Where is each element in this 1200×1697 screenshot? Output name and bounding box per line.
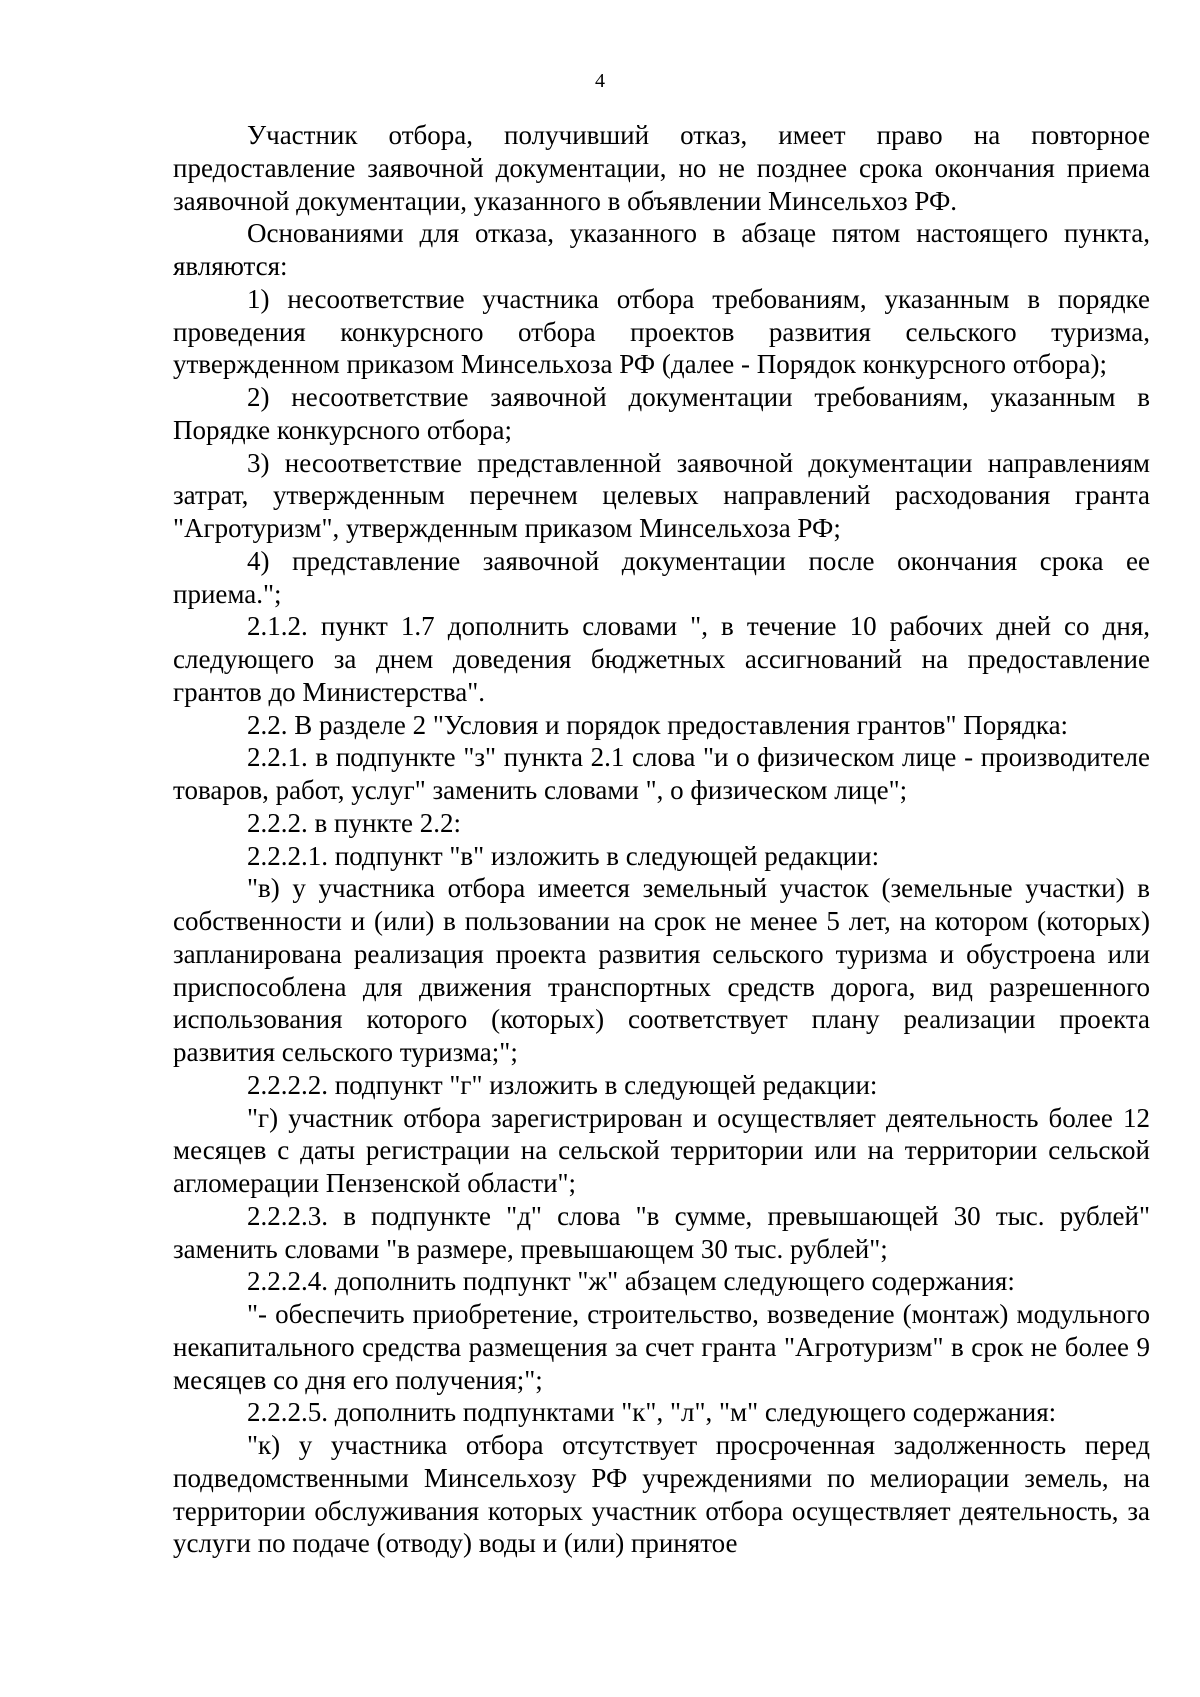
paragraph-2-2: 2.2. В разделе 2 "Условия и порядок предоставления грантов" Порядка: (247, 709, 1069, 740)
paragraph-ground-3: 3) несоответствие представленной заявочной документации направлениям затрат, утвержденным перечнем целевых направлений расходования гранта "Агротуризм", утвержденным приказом Минсельхоза РФ; (173, 447, 1150, 543)
paragraph-refusal-grounds: Основаниями для отказа, указанного в абзаце пятом настоящего пункта, являются: (173, 218, 1150, 281)
paragraph-2-2-2-5: 2.2.2.5. дополнить подпунктами "к", "л", "м" следующего содержания: (247, 1397, 1057, 1428)
paragraph-ground-4: 4) представление заявочной документации после окончания срока ее приема."; (173, 545, 1150, 609)
paragraph-2-2-2-1: 2.2.2.1. подпункт "в" изложить в следующей редакции: (247, 840, 880, 871)
paragraph-2-2-2-4: 2.2.2.4. дополнить подпункт "ж" абзацем следующего содержания: (247, 1266, 1015, 1297)
paragraph-2-2-2: 2.2.2. в пункте 2.2: (247, 807, 461, 838)
paragraph-refusal-right: Участник отбора, получивший отказ, имеет право на повторное предоставление заявочной документации, но не позднее срока окончания приема заявочной документации, указанного в объявлении Минсельхоз РФ. (173, 120, 1150, 216)
paragraph-ground-1: 1) несоответствие участника отбора требованиям, указанным в порядке проведения конкурсного отбора проектов развития сельского туризма, утвержденном приказом Минсельхоза РФ (далее - Порядок конкурсного отбора); (173, 283, 1150, 380)
paragraph-subitem-g: "г) участник отбора зарегистрирован и осуществляет деятельность более 12 месяцев с даты регистрации на сельской территории или на территории сельской агломерации Пензенской области"; (173, 1102, 1150, 1198)
paragraph-ground-2: 2) несоответствие заявочной документации требованиям, указанным в Порядке конкурсного отбора; (173, 382, 1150, 445)
paragraph-subitem-k: "к) у участника отбора отсутствует просроченная задолженность перед подведомственными Минсельхозу РФ учреждениями по мелиорации земель, на территории обслуживания которых участник отбора осуществляет деятельность, за услуги по подаче (отводу) воды и (или) принятое (173, 1430, 1150, 1559)
paragraph-2-2-2-2: 2.2.2.2. подпункт "г" изложить в следующей редакции: (247, 1069, 878, 1100)
paragraph-subitem-v: "в) у участника отбора имеется земельный участок (земельные участки) в собственности и (или) в пользовании на срок не менее 5 лет, на котором (которых) запланирована реализация проекта развития сельского туризма и обустроена или приспособлена для движения транспортных средств дорога, вид разрешенного использования которого (которых) соответствует плану реализации проекта развития сельского туризма;"; (173, 873, 1150, 1067)
paragraph-2-2-2-3: 2.2.2.3. в подпункте "д" слова "в сумме, превышающей 30 тыс. рублей" заменить словами "в размере, превышающем 30 тыс. рублей"; (173, 1200, 1150, 1264)
paragraph-subitem-zh-addition: "- обеспечить приобретение, строительство, возведение (монтаж) модульного некапитального средства размещения за счет гранта "Агротуризм" в срок не более 9 месяцев со дня его получения;"; (173, 1299, 1150, 1395)
paragraph-2-1-2: 2.1.2. пункт 1.7 дополнить словами ", в течение 10 рабочих дней со дня, следующего за днем доведения бюджетных ассигнований на предоставление грантов до Министерства". (173, 611, 1150, 707)
document-body (173, 119, 1150, 1560)
page-number: 4 (595, 70, 605, 92)
paragraph-2-2-1: 2.2.1. в подпункте "з" пункта 2.1 слова "и о физическом лице - производителе товаров, работ, услуг" заменить словами ", о физическом лице"; (173, 742, 1150, 805)
